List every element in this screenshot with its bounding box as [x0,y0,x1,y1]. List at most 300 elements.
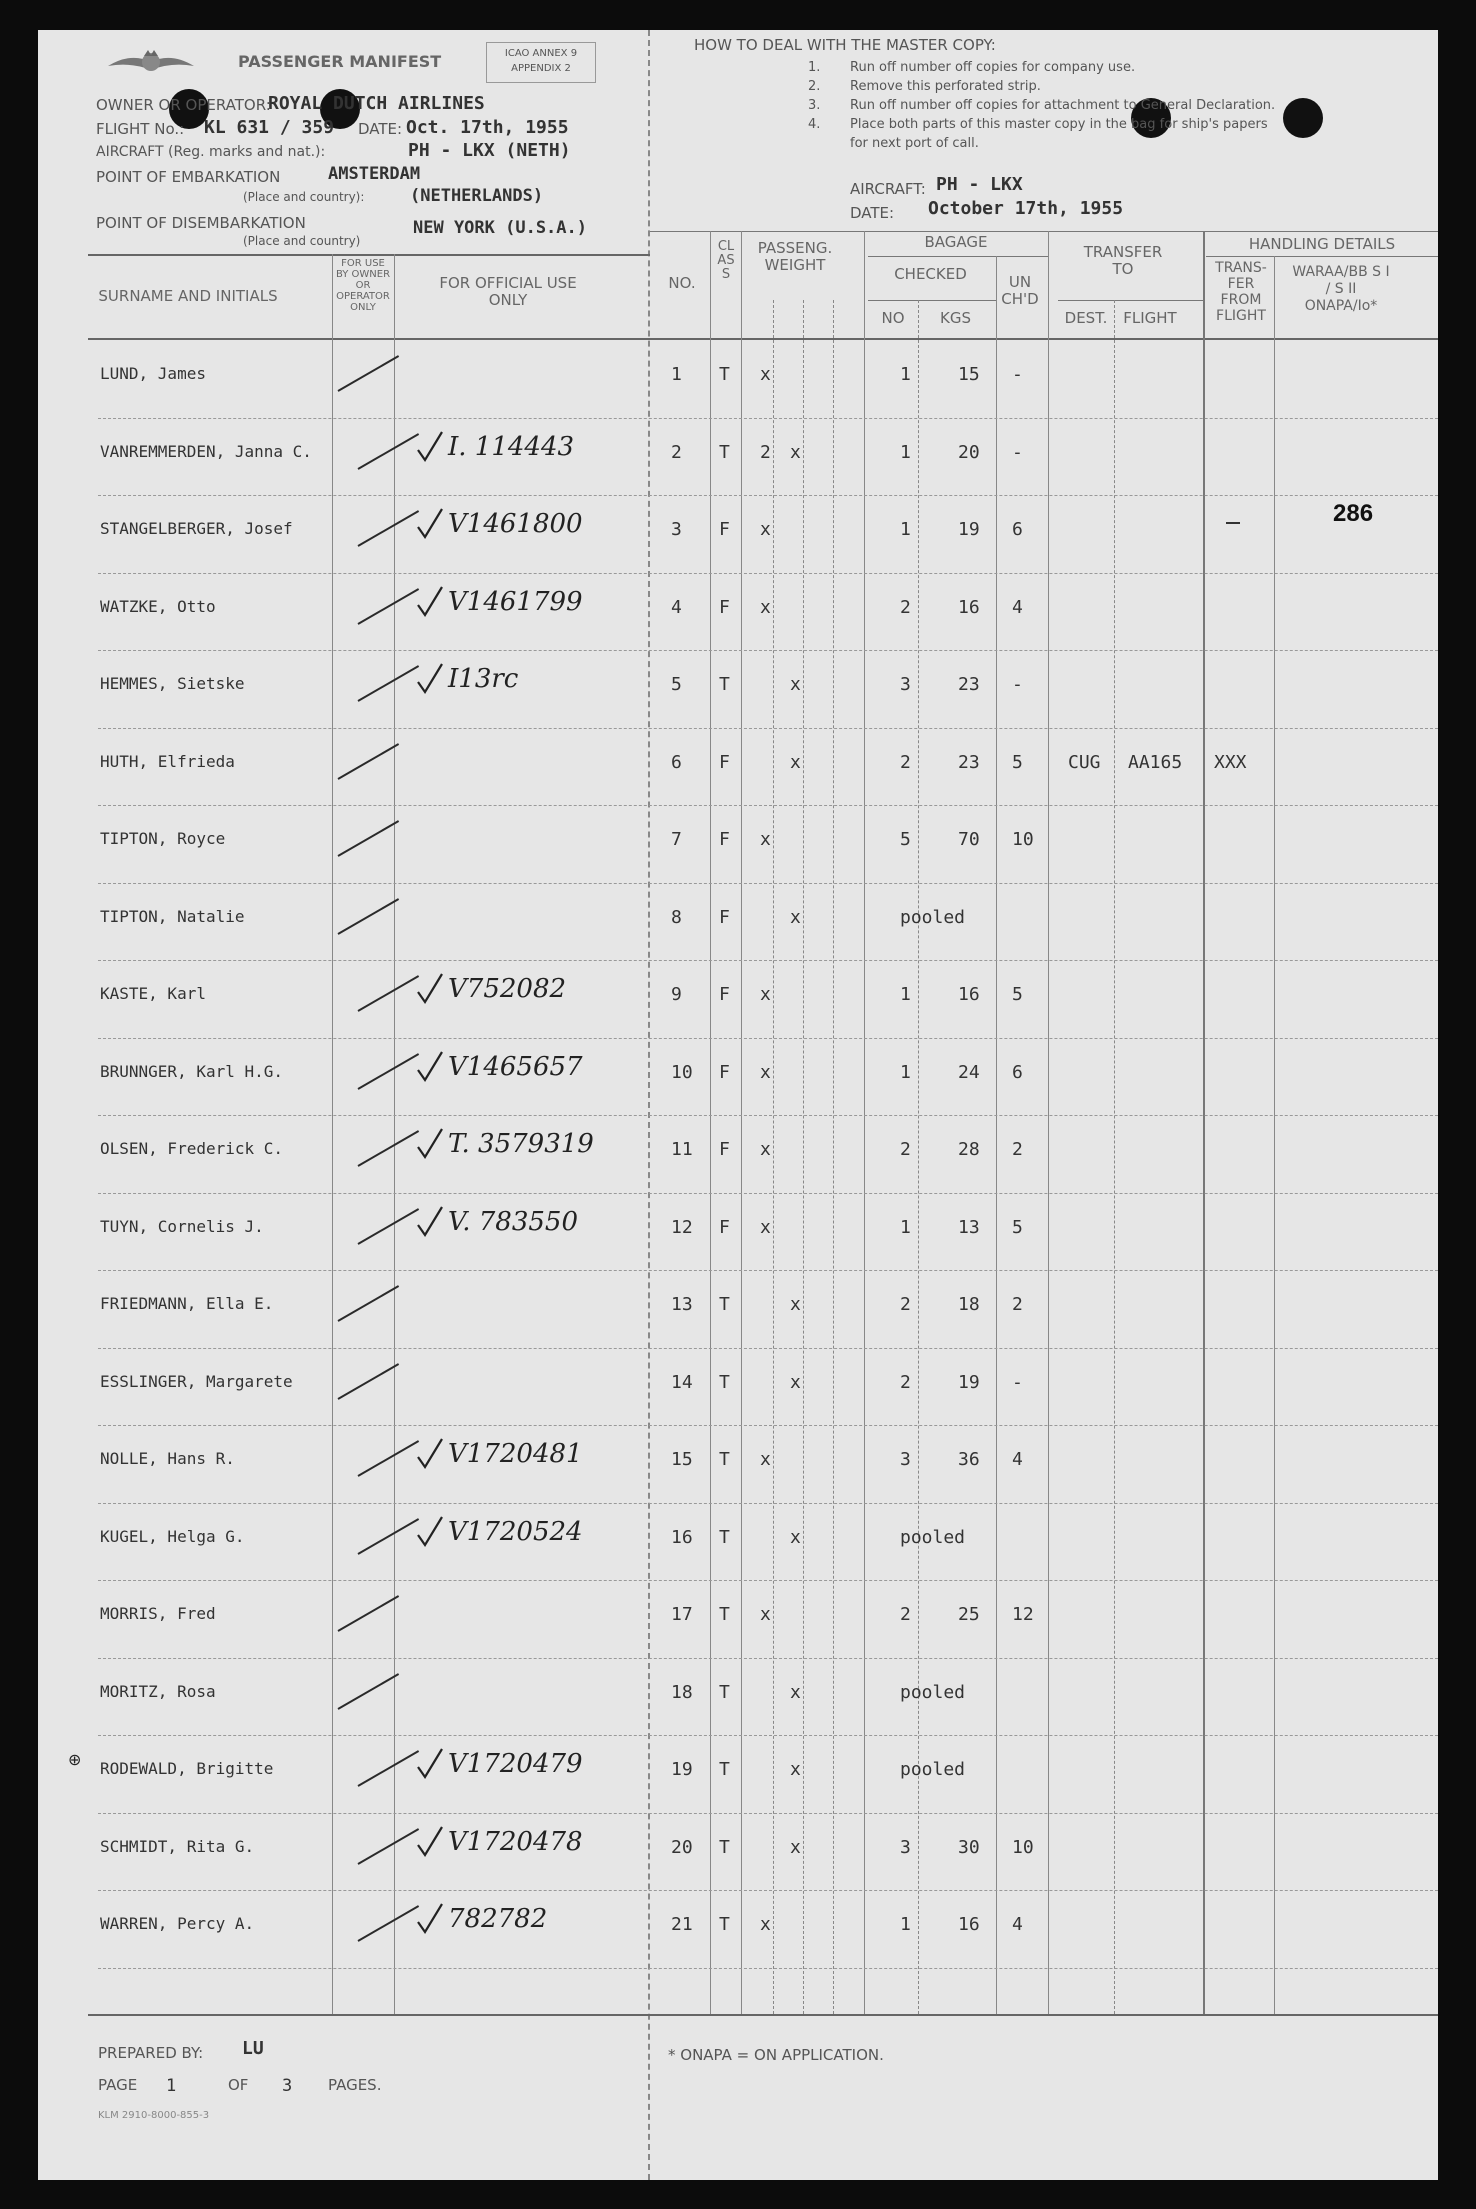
weight-mark-1: x [760,1216,771,1238]
passenger-name: MORITZ, Rosa [100,1681,216,1701]
rule [868,256,1048,257]
col-baggage: BAGAGE [924,233,988,251]
passenger-class: F [719,1061,730,1083]
baggage-kgs: 30 [958,1836,980,1858]
baggage-kgs: 19 [958,1371,980,1393]
passenger-class: T [719,364,730,385]
row-divider [98,495,1438,496]
aircraft-label: AIRCRAFT (Reg. marks and nat.): [96,144,326,160]
unchecked-kgs: 2 [1012,1294,1023,1315]
baggage-kgs: 23 [958,674,980,695]
col-weight: PASSENG. WEIGHT [757,239,833,274]
form-title: PASSENGER MANIFEST [238,52,442,71]
passenger-name: RODEWALD, Brigitte [100,1759,274,1778]
passenger-class: F [719,906,730,928]
official-number: V. 783550 [448,1206,579,1237]
baggage-count: pooled [900,906,966,928]
passenger-class: F [719,519,730,540]
header-bottom-rule [88,338,1438,340]
row-divider [98,883,1438,884]
instruction-text: Run off number off copies for company use. [850,60,1136,75]
passenger-class: F [719,829,730,850]
passenger-no: 10 [671,1061,693,1083]
check-mark-icon [416,430,444,468]
baggage-count: 3 [900,1836,911,1858]
passenger-row [38,1582,1438,1659]
col-waraa: WARAA/BB S I / S II ONAPA/Io* [1292,264,1390,314]
passenger-no: 13 [671,1294,693,1315]
passenger-name: HEMMES, Sietske [100,674,245,693]
baggage-count: 2 [900,596,911,618]
baggage-count: 1 [900,1216,911,1238]
baggage-count: 2 [900,1604,911,1625]
weight-mark-1: x [760,596,771,618]
passenger-class: T [719,1759,730,1780]
baggage-kgs: 16 [958,596,980,618]
instruction-text: Run off number off copies for attachment to General Declaration. [850,98,1276,113]
row-divider [98,805,1438,806]
passenger-row [38,1350,1438,1427]
baggage-kgs: 16 [958,984,980,1005]
aircraft-value: PH - LKX (NETH) [408,140,571,161]
instruction-text: for next port of call. [850,136,979,151]
weight-mark-2: x [790,1526,801,1548]
row-divider [98,728,1438,729]
baggage-count: 2 [900,751,911,773]
flight-value: KL 631 / 359 [204,117,335,138]
date-value: Oct. 17th, 1955 [406,117,569,138]
official-number: V1720481 [448,1439,583,1469]
owner-check-stroke [338,1673,400,1710]
row-divider [98,418,1438,419]
row-divider [98,1503,1438,1504]
passenger-no: 5 [671,674,682,695]
klm-crown-logo [106,44,196,84]
baggage-count: 1 [900,364,911,385]
passenger-no: 4 [671,596,682,618]
unchecked-kgs: 6 [1012,519,1023,540]
owner-check-stroke [358,1905,420,1942]
row-divider [98,1658,1438,1659]
weight-mark-1: x [760,1914,771,1935]
col-class: CLASS [717,239,735,282]
check-mark-icon [416,1515,444,1553]
unchecked-kgs: 5 [1012,751,1023,773]
weight-mark-2: x [790,1371,801,1393]
passenger-name: KASTE, Karl [100,984,206,1003]
weight-mark-2: x [790,1759,801,1780]
disembarkation-sub: (Place and country) [243,234,361,248]
passenger-name: OLSEN, Frederick C. [100,1139,284,1158]
baggage-count: 1 [900,984,911,1005]
unchecked-kgs: 2 [1012,1139,1023,1160]
unchecked-kgs: 5 [1012,984,1023,1005]
col-for-use: FOR USE BY OWNER OR OPERATOR ONLY [335,258,391,313]
baggage-kgs: 15 [958,364,980,385]
instruction-number: 3. [808,98,821,113]
passenger-no: 16 [671,1526,693,1548]
passenger-row [38,1117,1438,1194]
official-number: V752082 [448,974,567,1004]
official-number: V1720524 [448,1516,583,1547]
official-number: V1461799 [448,586,583,617]
baggage-kgs: 36 [958,1449,980,1470]
baggage-kgs: 25 [958,1604,980,1625]
col-flight: FLIGHT [1123,309,1177,327]
passenger-name: STANGELBERGER, Josef [100,519,293,538]
passenger-class: T [719,1836,730,1858]
weight-mark-1: x [760,829,771,850]
baggage-kgs: 16 [958,1914,980,1935]
row-divider [98,573,1438,574]
unchecked-kgs: 12 [1012,1604,1034,1625]
check-mark-icon [416,1747,444,1785]
passenger-name: KUGEL, Helga G. [100,1526,245,1546]
col-official: FOR OFFICIAL USE ONLY [439,274,577,309]
official-number: V1720479 [448,1749,583,1779]
weight-mark-1: x [760,519,771,540]
check-mark-icon [416,1825,444,1863]
official-number: 782782 [448,1904,548,1934]
embarkation-label: POINT OF EMBARKATION [96,168,281,186]
col-bag-no: NO [881,309,905,327]
baggage-count: pooled [900,1759,966,1780]
owner-label: OWNER OR OPERATOR: [96,96,271,114]
col-dest: DEST. [1064,309,1108,327]
passenger-name: HUTH, Elfrieda [100,751,235,771]
passenger-no: 9 [671,984,682,1005]
weight-mark-1: x [760,1604,771,1625]
unchecked-kgs: - [1012,674,1023,695]
instruction-text: Place both parts of this master copy in the bag for ship's papers [850,117,1268,132]
owner-check-stroke [358,1440,420,1477]
passenger-no: 6 [671,751,682,773]
passenger-no: 8 [671,906,682,928]
punch-hole [1283,98,1323,138]
prepared-label: PREPARED BY: [98,2044,204,2062]
unchecked-kgs: 10 [1012,829,1034,850]
passenger-class: F [719,751,730,773]
of-label: OF [228,2076,249,2094]
owner-check-stroke [338,1285,400,1322]
official-number: V1465657 [448,1051,583,1082]
passenger-no: 7 [671,829,682,850]
passenger-row [38,1660,1438,1737]
passenger-name: FRIEDMANN, Ella E. [100,1294,274,1313]
check-mark-icon [416,662,444,700]
passenger-name: VANREMMERDEN, Janna C. [100,441,312,461]
instruction-number: 1. [808,60,821,75]
pages-label: PAGES. [328,2076,382,2094]
passenger-row [38,1427,1438,1504]
embarkation-value: AMSTERDAM [328,164,421,184]
passenger-class: F [719,596,730,618]
passenger-row [38,730,1438,807]
owner-check-stroke [358,1750,420,1787]
flight-label: FLIGHT No.: [96,120,185,138]
unchecked-kgs: 4 [1012,1914,1023,1935]
rule [1058,300,1203,301]
passenger-name: TIPTON, Royce [100,829,226,848]
passenger-row [38,1040,1438,1117]
baggage-kgs: 70 [958,829,980,850]
table-bottom-rule [88,2014,1438,2016]
passenger-name: WATZKE, Otto [100,596,216,616]
unchecked-kgs: 4 [1012,1449,1023,1470]
owner-check-stroke [338,898,400,935]
owner-check-stroke [358,975,420,1012]
passenger-class: T [719,1449,730,1470]
weight-mark-2: x [790,751,801,773]
passenger-name: SCHMIDT, Rita G. [100,1836,255,1856]
owner-check-stroke [338,355,400,392]
weight-mark-1: x [760,1449,771,1470]
passenger-name: NOLLE, Hans R. [100,1449,235,1468]
check-mark-icon [416,1205,444,1243]
passenger-no: 12 [671,1216,693,1238]
instr-date-label: DATE: [850,204,895,222]
baggage-count: 2 [900,1294,911,1315]
owner-check-stroke [358,1828,420,1865]
rule [868,300,996,301]
row-divider [98,1890,1438,1891]
row-divider [98,1038,1438,1039]
baggage-count: 1 [900,441,911,463]
owner-check-stroke [338,1363,400,1400]
owner-check-stroke [358,433,420,470]
owner-check-stroke [338,743,400,780]
passenger-row [38,1272,1438,1349]
col-checked: CHECKED [894,265,967,283]
instruction-text: Remove this perforated strip. [850,79,1041,94]
baggage-count: 2 [900,1371,911,1393]
icao-box [486,42,596,83]
row-divider [98,650,1438,651]
passenger-name: LUND, James [100,364,206,383]
passenger-row [38,1815,1438,1892]
owner-check-stroke [358,1518,420,1555]
passenger-row [38,1892,1438,1969]
disembarkation-label: POINT OF DISEMBARKATION [96,214,306,232]
weight-mark-1: x [760,364,771,385]
check-mark-icon [416,1050,444,1088]
passenger-no: 20 [671,1836,693,1858]
passenger-class: T [719,1681,730,1703]
icao-line-2: APPENDIX 2 [511,63,571,74]
weight-mark-2: x [790,906,801,928]
weight-mark-2: x [790,1681,801,1703]
row-divider [98,1270,1438,1271]
baggage-kgs: 19 [958,519,980,540]
owner-check-stroke [338,1595,400,1632]
weight-mark-1: x [760,1061,771,1083]
rule [1206,256,1438,257]
passenger-class: T [719,1914,730,1935]
weight-mark-1: x [760,1139,771,1160]
passenger-name: TIPTON, Natalie [100,906,245,926]
passenger-row [38,807,1438,884]
embarkation-sub: (Place and country): [243,190,365,204]
passenger-class: T [719,1526,730,1548]
transfer-flight: AA165 [1128,751,1183,773]
manifest-sheet [38,30,1438,2180]
baggage-count: 1 [900,1914,911,1935]
baggage-count: 3 [900,674,911,695]
passenger-no: 11 [671,1139,693,1160]
date-label: DATE: [358,120,403,138]
row-divider [98,1580,1438,1581]
passenger-no: 14 [671,1371,693,1393]
passenger-no: 18 [671,1681,693,1703]
form-code: KLM 2910-8000-855-3 [98,2110,210,2121]
passenger-row [38,1505,1438,1582]
owner-check-stroke [358,1208,420,1245]
unchecked-kgs: 10 [1012,1836,1034,1858]
check-mark-icon [416,1902,444,1940]
owner-check-stroke [358,1053,420,1090]
col-surname: SURNAME AND INITIALS [98,287,278,305]
stamp-number: 286 [1333,500,1374,527]
row-divider [98,1348,1438,1349]
owner-check-stroke [358,588,420,625]
passenger-no: 15 [671,1449,693,1470]
onapa-note: * ONAPA = ON APPLICATION. [668,2046,884,2064]
weight-mark-2: x [790,1836,801,1858]
col-kgs: KGS [940,309,971,327]
passenger-class: T [719,1371,730,1393]
unchecked-kgs: - [1012,441,1023,463]
check-mark-icon [416,1437,444,1475]
passenger-no: 19 [671,1759,693,1780]
passenger-no: 3 [671,519,682,540]
row-divider [98,1735,1438,1736]
passenger-name: BRUNNGER, Karl H.G. [100,1061,284,1081]
row-divider [98,1193,1438,1194]
unchecked-kgs: 5 [1012,1216,1023,1238]
official-number: V1720478 [448,1826,583,1857]
passenger-row [38,497,1438,574]
baggage-kgs: 20 [958,441,980,463]
baggage-kgs: 24 [958,1061,980,1083]
passenger-row [38,1737,1438,1814]
col-no: NO. [668,274,696,292]
passenger-no: 17 [671,1604,693,1625]
official-number: T. 3579319 [448,1129,594,1159]
passenger-class: T [719,1604,730,1625]
row-divider [98,960,1438,961]
transfer-dest: CUG [1068,751,1101,773]
baggage-count: pooled [900,1681,966,1703]
passenger-class: T [719,1294,730,1315]
baggage-count: pooled [900,1526,966,1548]
baggage-kgs: 28 [958,1139,980,1160]
passenger-class: T [719,441,730,463]
prepared-value: LU [242,2038,264,2059]
baggage-kgs: 18 [958,1294,980,1315]
passenger-class: F [719,1139,730,1160]
passenger-row [38,420,1438,497]
passenger-name: TUYN, Cornelis J. [100,1216,264,1236]
baggage-count: 1 [900,519,911,540]
owner-check-stroke [358,665,420,702]
check-mark-icon [416,585,444,623]
owner-value: ROYAL DUTCH AIRLINES [268,93,485,114]
official-number: V1461800 [448,509,583,539]
marker-symbol: ⊕ [68,1750,82,1769]
row-divider [98,1425,1438,1426]
owner-check-stroke [358,510,420,547]
passenger-name: MORRIS, Fred [100,1604,216,1623]
passenger-class: F [719,984,730,1005]
passenger-class: F [719,1216,730,1238]
row-divider [98,1813,1438,1814]
owner-check-stroke [358,1130,420,1167]
col-handling: HANDLING DETAILS [1248,235,1396,253]
of-value: 3 [282,2076,293,2096]
passenger-row [38,575,1438,652]
unchecked-kgs: - [1012,364,1023,385]
baggage-count: 3 [900,1449,911,1470]
col-unchd: UN CH'D [1001,273,1039,308]
official-number: I13rc [448,664,519,694]
passenger-no: 1 [671,364,682,385]
instr-date-value: October 17th, 1955 [928,198,1124,219]
page-label: PAGE [98,2076,138,2094]
baggage-kgs: 13 [958,1216,980,1238]
icao-line-1: ICAO ANNEX 9 [504,48,578,59]
passenger-no: 2 [671,441,682,463]
instruction-number: 4. [808,117,821,132]
weight-mark-1: 2 [760,441,771,463]
col-transfer-from: TRANS- FER FROM FLIGHT [1215,260,1267,324]
embarkation-country: (NETHERLANDS) [410,186,544,206]
weight-mark-2: x [790,441,801,463]
passenger-row [38,1195,1438,1272]
baggage-count: 1 [900,1061,911,1083]
passenger-row [38,652,1438,729]
baggage-count: 2 [900,1139,911,1160]
owner-check-stroke [338,820,400,857]
passenger-row [38,342,1438,419]
official-number: I. 114443 [448,431,575,462]
passenger-row [38,885,1438,962]
unchecked-kgs: 4 [1012,596,1023,618]
header-top-rule-right [650,231,1438,232]
weight-mark-2: x [790,1294,801,1315]
baggage-count: 5 [900,829,911,850]
page-value: 1 [166,2076,177,2096]
check-mark-icon [416,972,444,1010]
passenger-no: 21 [671,1914,693,1935]
instruction-number: 2. [808,79,821,94]
instr-aircraft-label: AIRCRAFT: [850,180,926,198]
row-divider [98,1115,1438,1116]
check-mark-icon [416,1127,444,1165]
row-divider [98,1968,1438,1969]
weight-mark-1: x [760,984,771,1005]
transfer-from: XXX [1214,751,1247,773]
disembarkation-value: NEW YORK (U.S.A.) [413,218,587,238]
unchecked-kgs: 6 [1012,1061,1023,1083]
unchecked-kgs: - [1012,1371,1023,1393]
col-transfer: TRANSFER TO [1083,243,1163,278]
weight-mark-2: x [790,674,801,695]
passenger-row [38,962,1438,1039]
passenger-name: ESSLINGER, Margarete [100,1371,293,1391]
passenger-class: T [719,674,730,695]
passenger-name: WARREN, Percy A. [100,1914,255,1933]
baggage-kgs: 23 [958,751,980,773]
